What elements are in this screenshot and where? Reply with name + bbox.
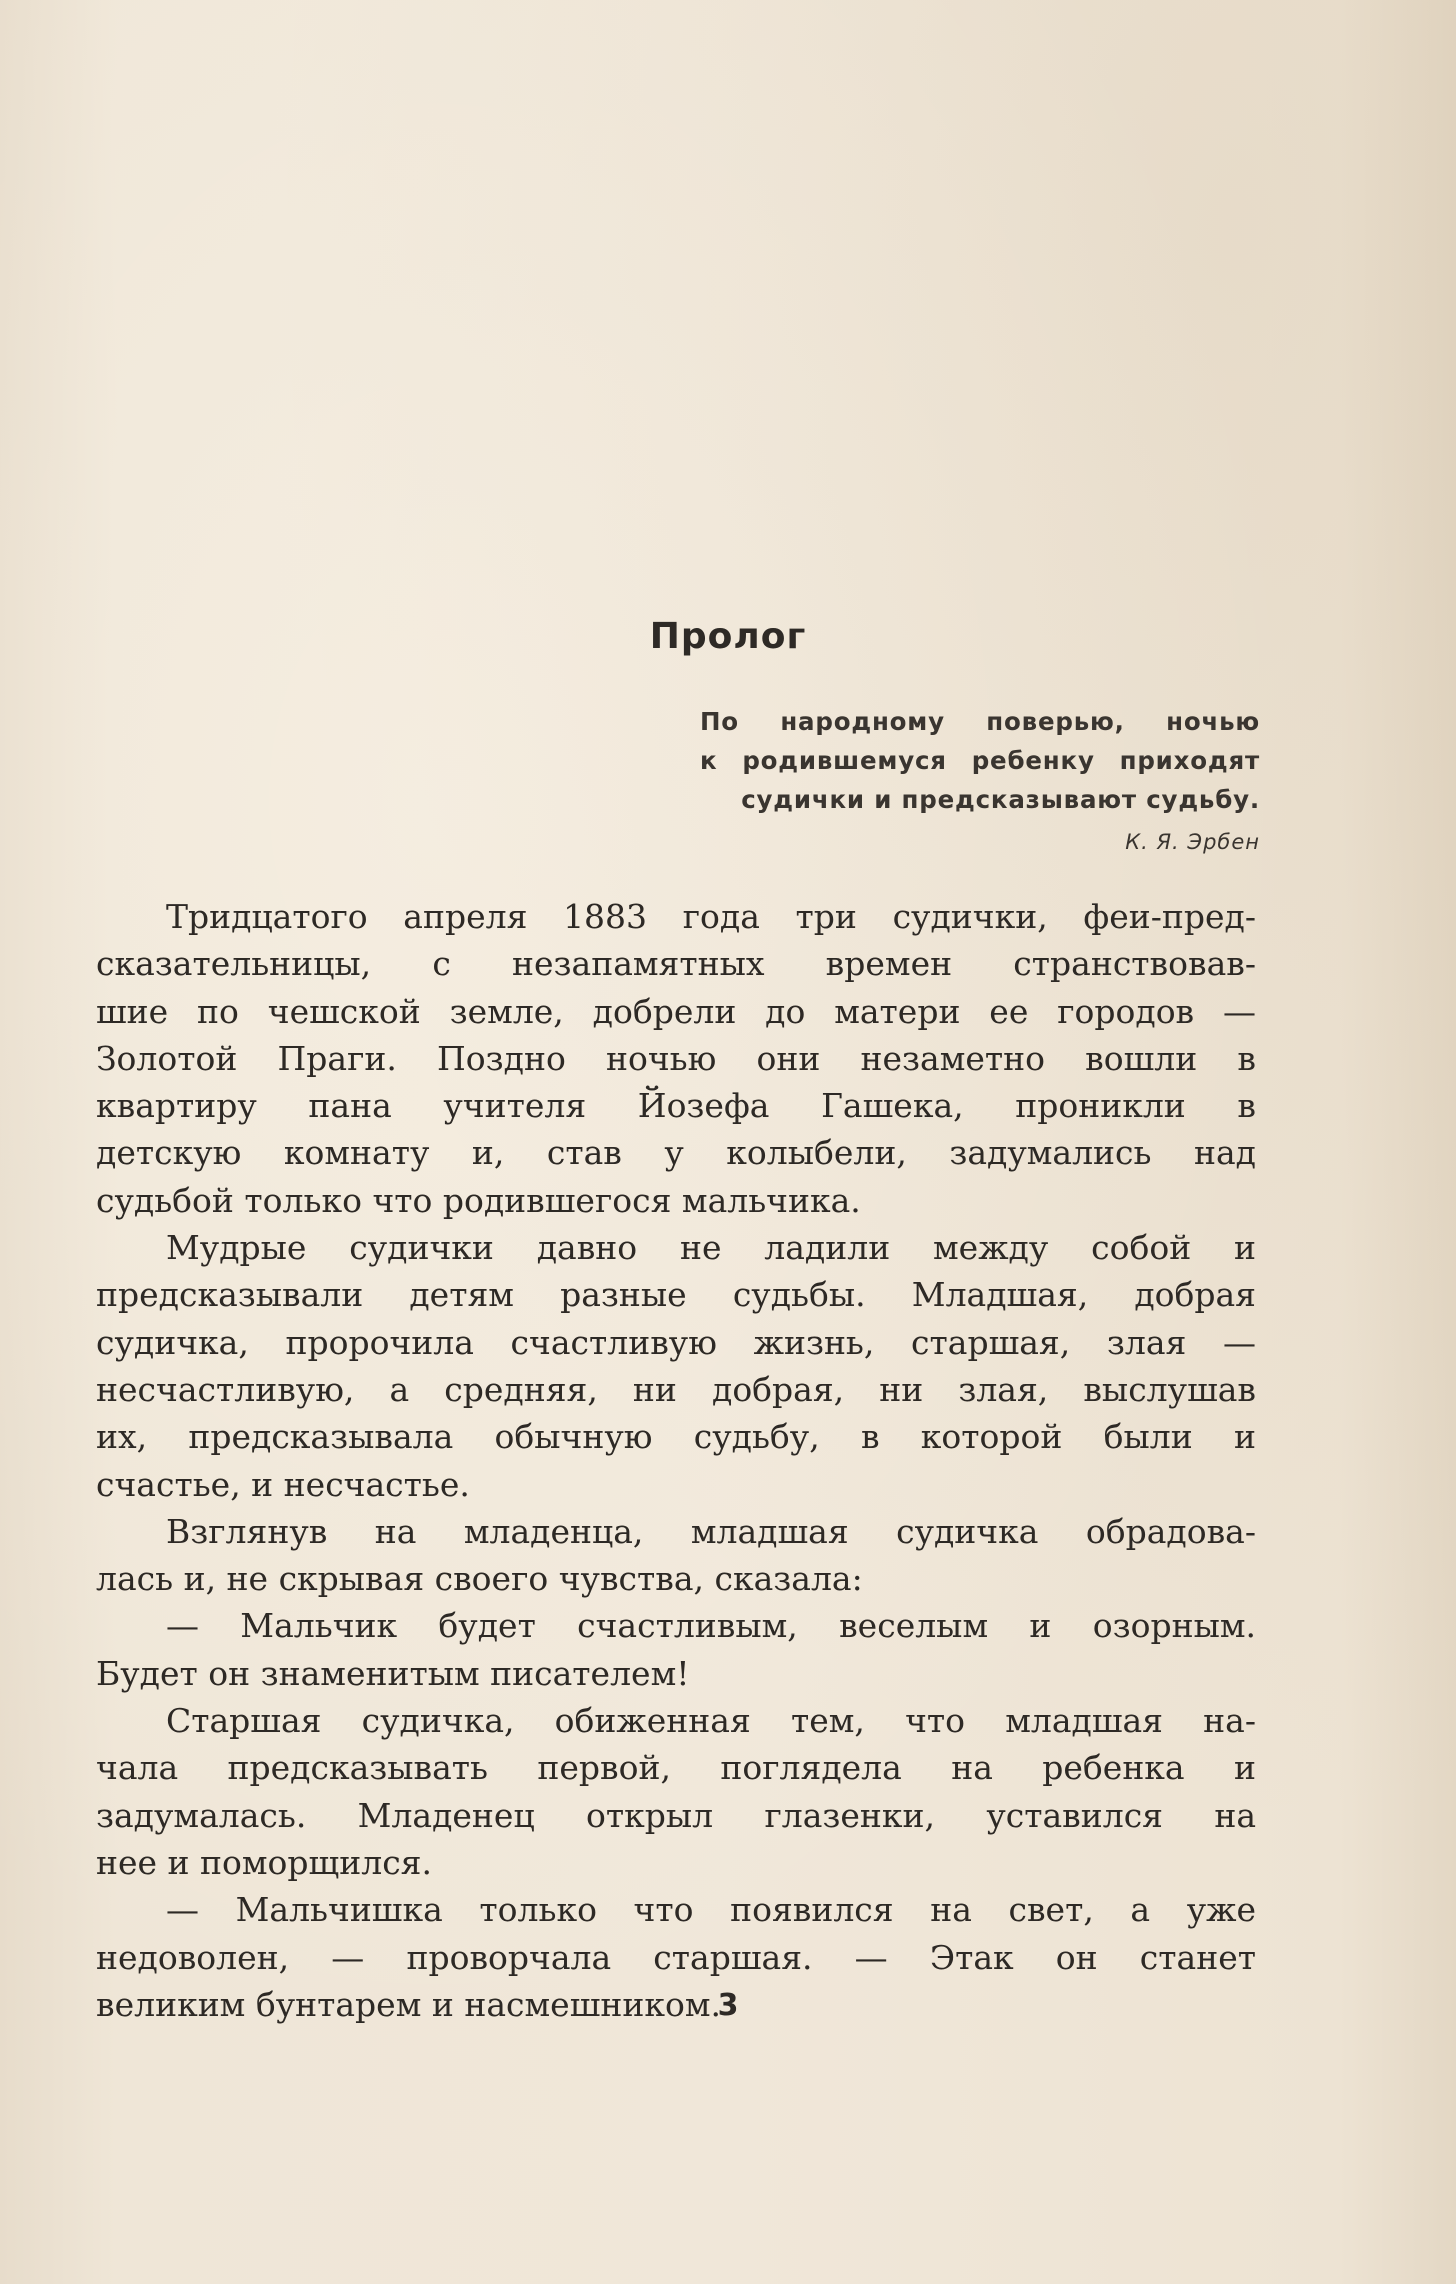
- epigraph-author: К. Я. Эрбен: [1125, 830, 1260, 854]
- epigraph: [700, 702, 1260, 862]
- text-line: счастье, и несчастье.: [96, 1464, 470, 1504]
- text-line: квартиру пана учителя Йозефа Гашека, проникли в: [96, 1086, 1256, 1126]
- text-line: несчастливую, а средняя, ни добрая, ни злая, выслушав: [96, 1369, 1256, 1409]
- text-line: судьбой только что родившегося мальчика.: [96, 1180, 861, 1220]
- text-line: великим бунтарем и насмешником.: [96, 1984, 722, 2024]
- text-line: сказательницы, с незапамятных времен странствовав-: [96, 944, 1256, 984]
- text-line: — Мальчишка только что появился на свет, а уже: [166, 1890, 1256, 1930]
- text-line: чала предсказывать первой, поглядела на ребенка и: [96, 1748, 1256, 1788]
- text-line: Взглянув на младенца, младшая судичка обрадова-: [166, 1511, 1256, 1551]
- body-text: [96, 893, 1256, 2028]
- epigraph-line: По народному поверью, ночью: [700, 707, 1260, 736]
- text-line: нее и поморщился.: [96, 1842, 432, 1882]
- text-line: задумалась. Младенец открыл глазенки, уставился на: [96, 1795, 1256, 1835]
- text-line: Золотой Праги. Поздно ночью они незаметно вошли в: [96, 1038, 1256, 1078]
- text-line: недоволен, — проворчала старшая. — Этак он станет: [96, 1937, 1256, 1977]
- text-line: Тридцатого апреля 1883 года три судички, феи-пред-: [166, 897, 1256, 936]
- text-line: предсказывали детям разные судьбы. Младшая, добрая: [96, 1275, 1256, 1315]
- chapter-title: Пролог: [649, 616, 807, 657]
- text-line: их, предсказывала обычную судьбу, в которой были и: [96, 1417, 1256, 1457]
- text-line: Старшая судичка, обиженная тем, что младшая на-: [166, 1701, 1256, 1741]
- text-line: детскую комнату и, став у колыбели, задумались над: [96, 1133, 1256, 1173]
- epigraph-line: судички и предсказывают судьбу.: [741, 785, 1260, 814]
- text-line: судичка, пророчила счастливую жизнь, старшая, злая —: [96, 1322, 1256, 1362]
- page-number: 3: [717, 1988, 739, 2023]
- text-line: шие по чешской земле, добрели до матери ее городов —: [96, 991, 1256, 1031]
- text-line: лась и, не скрывая своего чувства, сказала:: [96, 1559, 863, 1599]
- text-line: Будет он знаменитым писателем!: [96, 1653, 690, 1693]
- text-line: Мудрые судички давно не ладили между собой и: [166, 1228, 1256, 1268]
- epigraph-line: к родившемуся ребенку приходят: [700, 746, 1260, 775]
- text-line: — Мальчик будет счастливым, веселым и озорным.: [166, 1606, 1256, 1646]
